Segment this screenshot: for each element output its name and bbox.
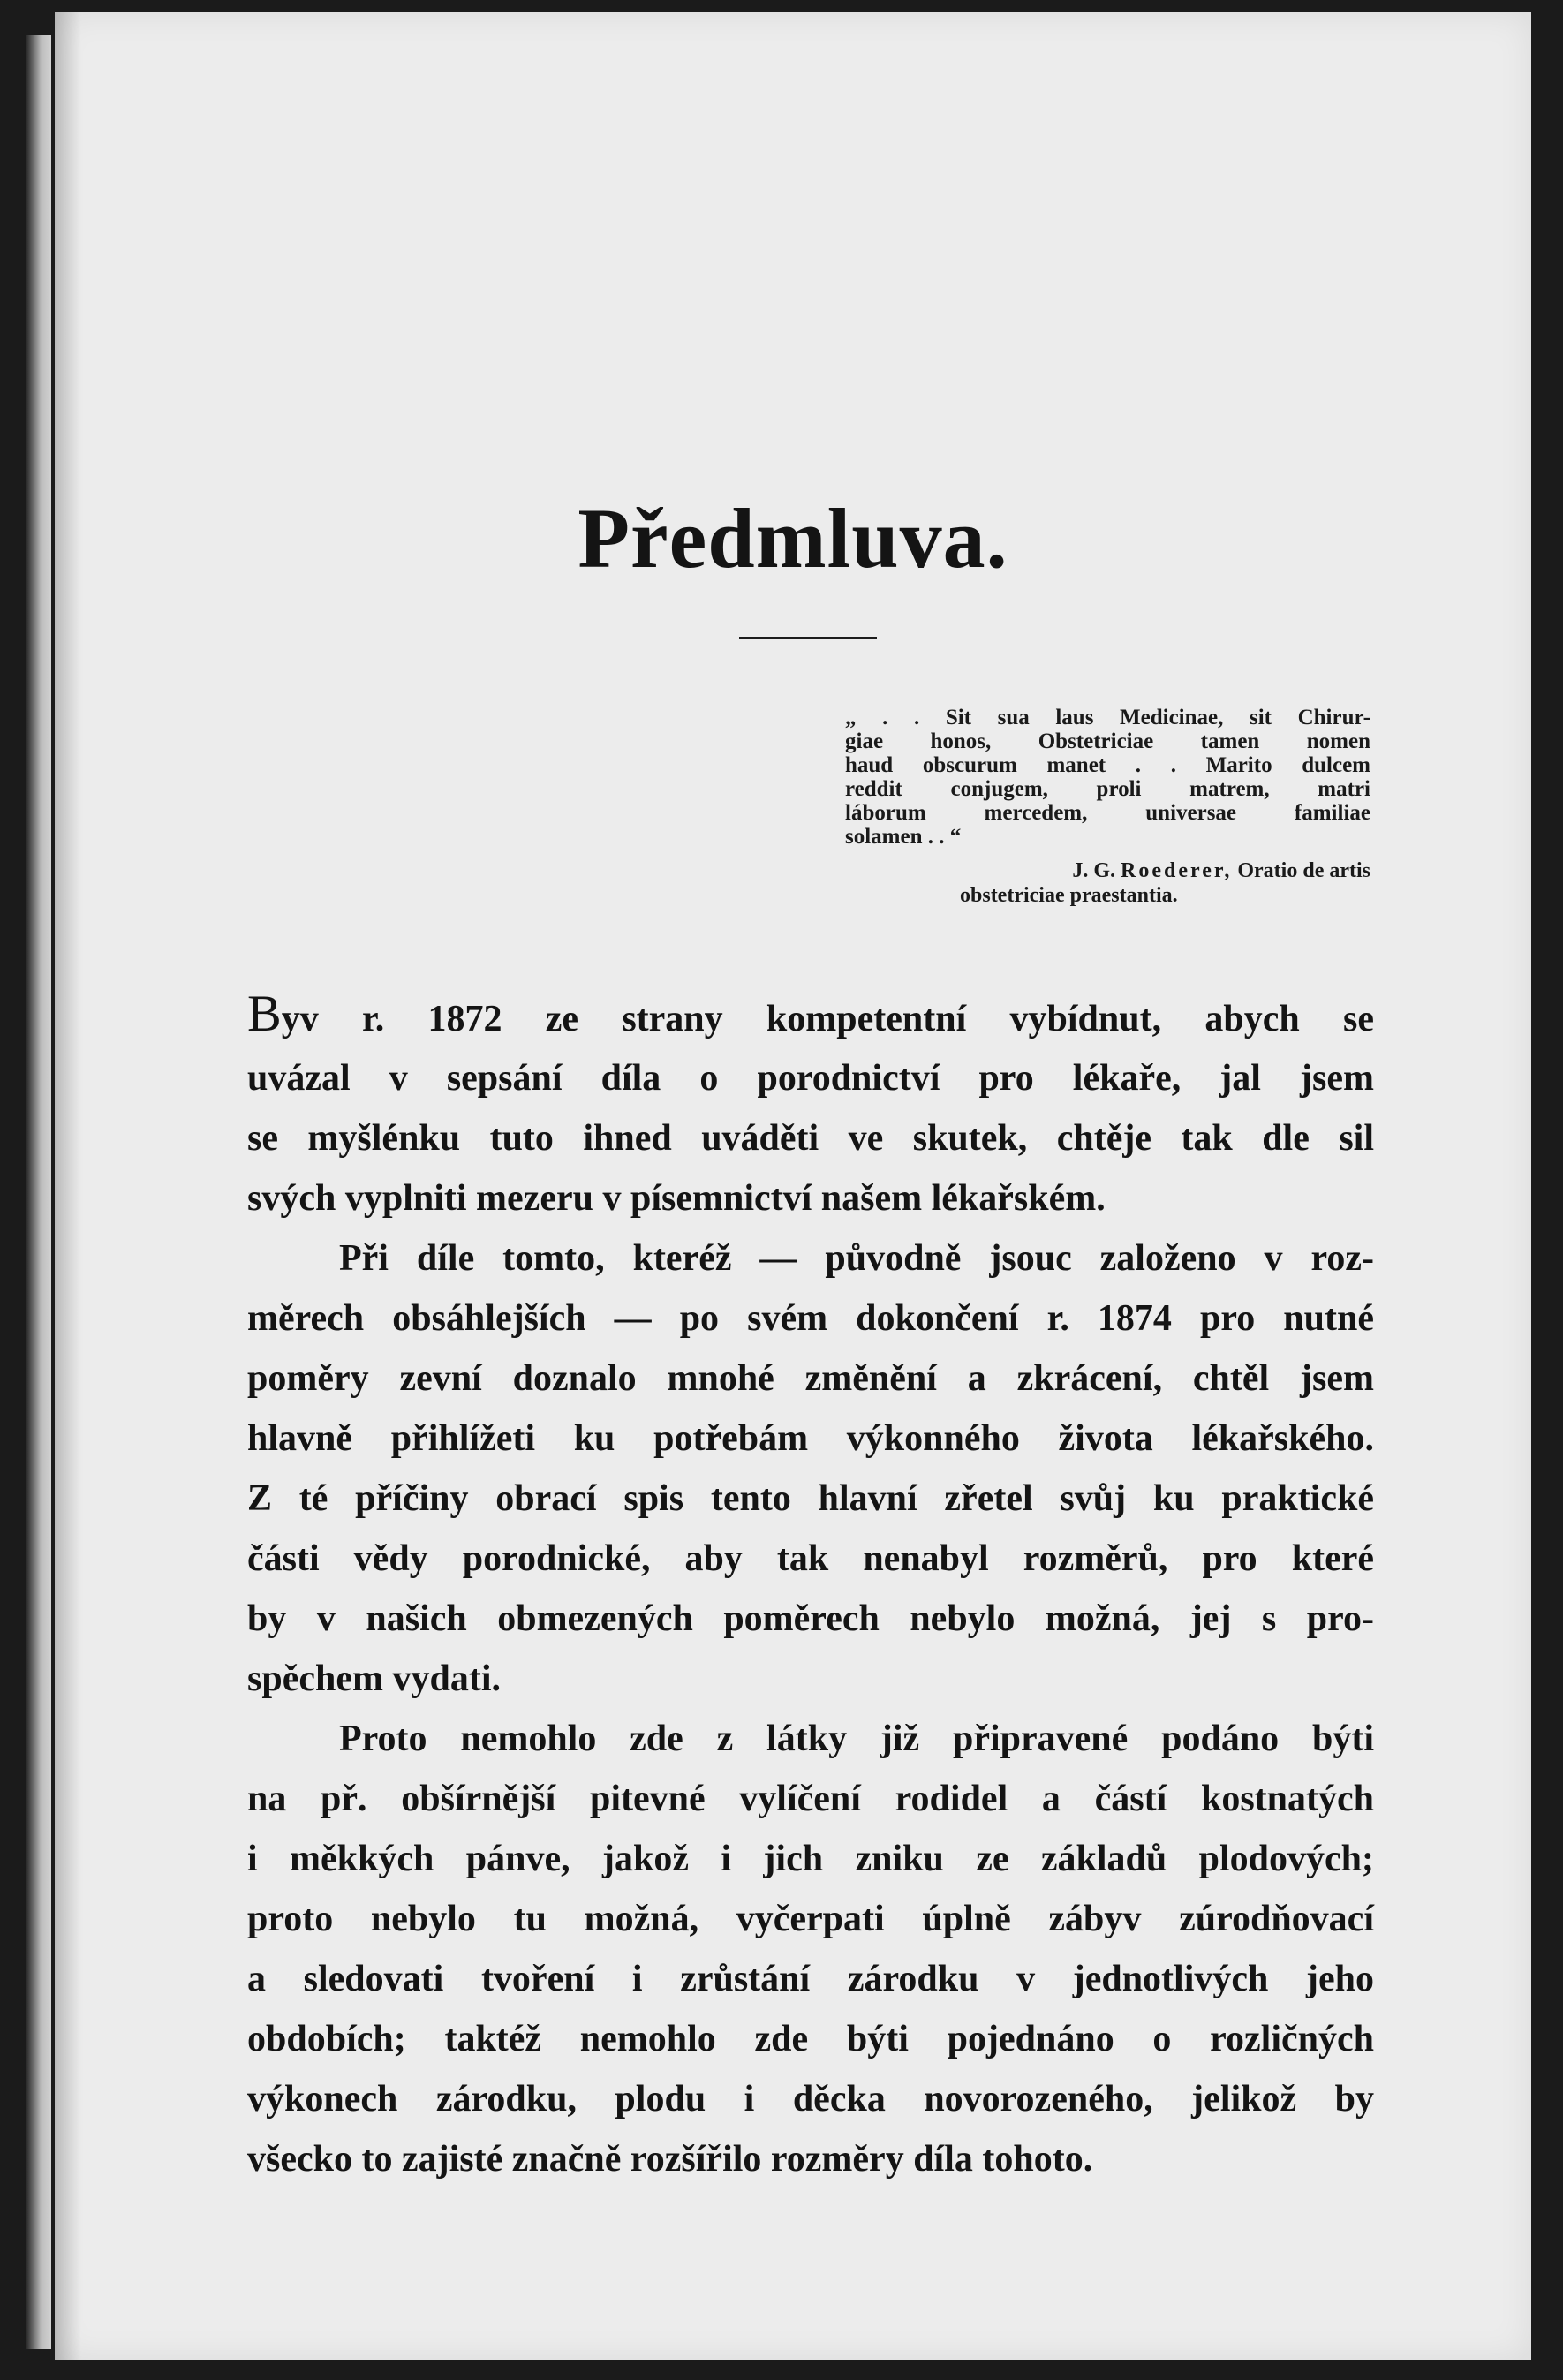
epigraph	[845, 706, 1370, 849]
body-line: i měkkých pánve, jakož i jich zniku ze základů plodových;	[247, 1839, 1374, 1879]
body-line	[247, 985, 1374, 1048]
epigraph-attribution	[960, 858, 1370, 908]
book-page	[55, 12, 1531, 2360]
body-line: části vědy porodnické, aby tak nenabyl rozměrů, pro které	[247, 1538, 1374, 1579]
body-line: se myšlénku tuto ihned uváděti ve skutek, chtěje tak dle sil	[247, 1118, 1374, 1159]
epigraph-line: „ . . Sit sua laus Medicinae, sit Chirur-	[845, 706, 1370, 729]
body-line: spěchem vydati.	[247, 1658, 501, 1699]
body-line: všecko to zajisté značně rozšířilo rozměry díla tohoto.	[247, 2139, 1093, 2180]
body-line: měrech obsáhlejších — po svém dokončení r. 1874 pro nutné	[247, 1298, 1374, 1339]
body-line: svých vyplniti mezeru v písemnictví našem lékařském.	[247, 1178, 1106, 1219]
body-line: by v našich obmezených poměrech nebylo možná, jej s pro-	[247, 1598, 1374, 1639]
body-line: a sledovati tvoření i zrůstání zárodku v jednotlivých jeho	[247, 1959, 1374, 1999]
body-line: Proto nemohlo zde z látky již připravené podáno býti	[339, 1719, 1374, 1759]
body-line: Z té příčiny obrací spis tento hlavní zřetel svůj ku praktické	[247, 1478, 1374, 1519]
body-line: poměry zevní doznalo mnohé změnění a zkrácení, chtěl jsem	[247, 1358, 1374, 1399]
page-title: Předmluva.	[578, 491, 1008, 586]
binding-edge	[26, 35, 51, 2349]
attribution-author: Roederer,	[1121, 859, 1233, 882]
body-line-text: yv r. 1872 ze strany kompetentní vybídnut, abych se	[281, 999, 1374, 1039]
body-line: výkonech zárodku, plodu i děcka novorozeného, jelikož by	[247, 2079, 1374, 2119]
body-line: obdobích; taktéž nemohlo zde býti pojednáno o rozličných	[247, 2019, 1374, 2059]
body-line: na př. obšírnější pitevné vylíčení rodidel a částí kostnatých	[247, 1779, 1374, 1819]
attribution-initials: J. G.	[1072, 859, 1116, 882]
page-fold-shadow	[55, 12, 81, 2360]
body-line: uvázal v sepsání díla o porodnictví pro lékaře, jal jsem	[247, 1058, 1374, 1099]
attribution-work: Oratio de artis	[1237, 859, 1370, 882]
body-line: hlavně přihlížeti ku potřebám výkonného života lékařského.	[247, 1418, 1374, 1459]
title-rule	[739, 637, 877, 639]
body-line: Při díle tomto, kteréž — původně jsouc založeno v roz-	[339, 1238, 1374, 1279]
epigraph-line: haud obscurum manet . . Marito dulcem	[845, 753, 1370, 777]
epigraph-line: solamen . . “	[845, 825, 962, 849]
body-line: proto nebylo tu možná, vyčerpati úplně zábyv zúrodňovací	[247, 1899, 1374, 1939]
preface-body	[247, 985, 1374, 2189]
epigraph-line: láborum mercedem, universae familiae	[845, 801, 1370, 825]
attribution-line: obstetriciae praestantia.	[960, 884, 1178, 907]
epigraph-line: reddit conjugem, proli matrem, matri	[845, 777, 1370, 801]
attribution-line	[960, 858, 1370, 883]
epigraph-line: giae honos, Obstetriciae tamen nomen	[845, 729, 1370, 753]
drop-cap: B	[247, 985, 282, 1042]
